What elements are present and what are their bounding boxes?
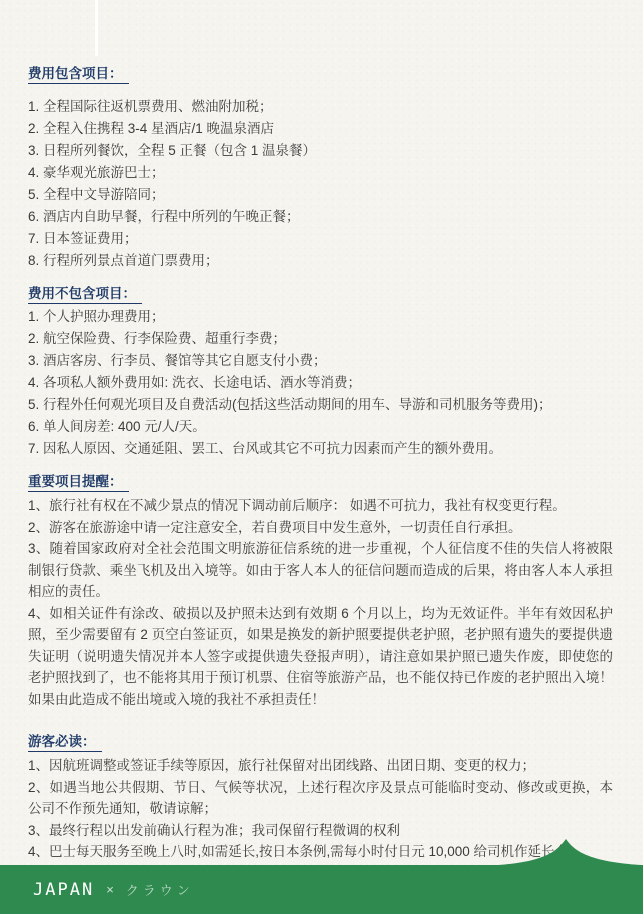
list-item: 4. 各项私人额外费用如: 洗衣、长途电话、酒水等消费； [28,375,362,390]
footer-bar [0,865,643,914]
section-heading [28,66,613,84]
section-heading-text: 重要项目提醒： [28,474,129,492]
list-item: 2. 全程入住携程 3-4 星酒店/1 晚温泉酒店 [28,121,275,136]
section-heading-text: 费用包含项目： [28,66,129,84]
list-item: 4、巴士每天服务至晚上八时,如需延长,按日本条例,需每小时付日元 10,000 给司机作延长金； [28,844,582,859]
section-fees-excluded [28,286,613,460]
brand-japan-label: JAPAN [33,879,95,900]
list-item: 8. 行程所列景点首道门票费用； [28,253,219,268]
list-item: 1. 个人护照办理费用； [28,309,165,324]
section-heading [28,286,613,304]
list-item: 2、游客在旅游途中请一定注意安全，若自费项目中发生意外，一切责任自行承担。 [28,519,522,535]
list-item: 4、如相关证件有涂改、破损以及护照未达到有效期 6 个月以上，均为无效证件。半年有效因私护照，至少需要留有 2 页空白签证页，如果是换发的新护照要提供老护照，老护照有遗失的要提供遗失证明（说明遗失情况并本人签字或提供遗失登报声明），请注意如果护照已遗失作废，即使您的老护照找到了，也不能将其用于预订机票、住宿等旅游产品，也不能仅持已作废的老护照出入境！如果由此造成不能出境或入境的我社不承担责任！ [28,605,613,707]
section-important-reminders [28,474,613,710]
list-item: 3、最终行程以出发前确认行程为准；我司保留行程微调的权利 [28,822,401,838]
list-item: 5. 全程中文导游陪同； [28,187,165,202]
document-content [28,66,613,884]
mountain-crest-icon [490,839,643,866]
section-fees-included [28,66,613,272]
fees-excluded-list [28,306,613,460]
section-heading [28,734,613,752]
section-heading [28,474,613,492]
multiply-separator-icon: × [106,882,114,897]
scan-artifact-line [95,0,98,56]
section-heading-text: 游客必读： [28,734,102,752]
list-item: 1、因航班调整或签证手续等原因，旅行社保留对出团线路、出团日期、变更的权力； [28,758,536,773]
list-item: 4. 豪华观光旅游巴士； [28,165,165,180]
list-item: 6. 单人间房差: 400 元/人/天。 [28,419,206,434]
list-item: 7. 日本签证费用； [28,231,138,246]
list-item: 3. 酒店客房、行李员、餐馆等其它自愿支付小费； [28,353,327,368]
important-reminders-list [28,495,613,710]
list-item: 6. 酒店内自助早餐，行程中所列的午晚正餐； [28,209,300,224]
section-heading-text: 费用不包含项目： [28,286,142,304]
footer-brand [33,865,194,914]
list-item: 5. 行程外任何观光项目及自费活动(包括这些活动期间的用车、导游和司机服务等费用)； [28,397,552,412]
list-item: 7. 因私人原因、交通延阻、罢工、台风或其它不可抗力因素而产生的额外费用。 [28,441,503,456]
list-item: 3. 日程所列餐饮，全程 5 正餐（包含 1 温泉餐） [28,143,317,158]
fees-included-list [28,96,613,272]
list-item: 3、随着国家政府对全社会范围文明旅游征信系统的进一步重视，个人征信度不佳的失信人将被限制银行贷款、乘坐飞机及出入境等。如由于客人本人的征信问题而造成的后果，将由客人本人承担相应的责任。 [28,541,613,599]
brand-kurawun-label: クラウン [125,883,194,898]
list-item: 1、旅行社有权在不减少景点的情况下调动前后顺序： 如遇不可抗力，我社有权变更行程。 [28,498,566,513]
list-item: 2. 航空保险费、行李保险费、超重行李费； [28,331,287,346]
list-item: 2、如遇当地公共假期、节日、气候等状况，上述行程次序及景点可能临时变动、修改或更换，本公司不作预先通知，敬请谅解； [28,779,613,816]
list-item: 1. 全程国际往返机票费用、燃油附加税； [28,99,273,114]
